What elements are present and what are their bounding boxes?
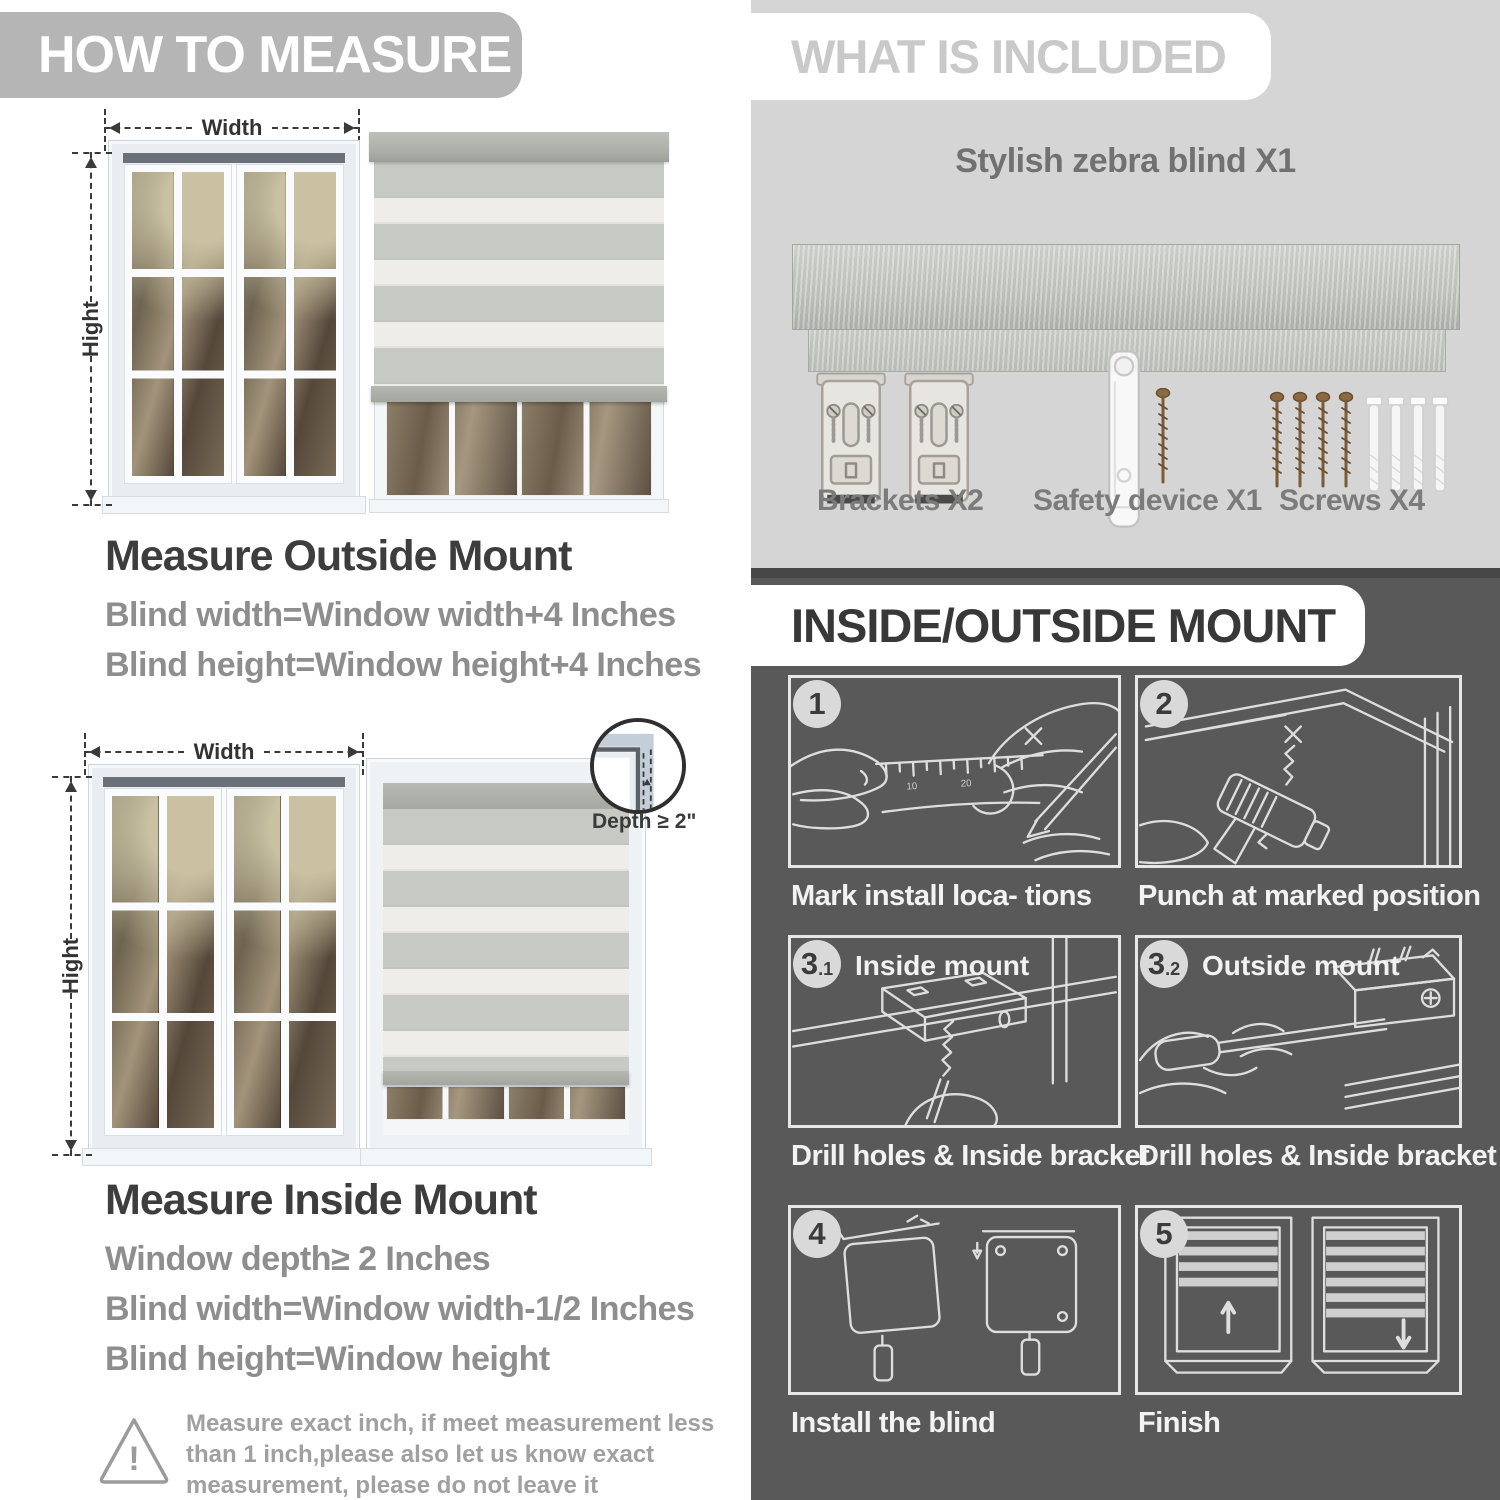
step-number-badge [1140, 680, 1188, 728]
step-number: 3 [1147, 946, 1166, 981]
depth-label: Depth ≥ 2" [592, 810, 697, 833]
window-under-blind [383, 1083, 629, 1135]
step-1-caption: Mark install loca- tions [791, 880, 1092, 912]
screws-label: Screws X4 [1279, 484, 1425, 517]
step-5-caption: Finish [1138, 1407, 1221, 1439]
step-3-2-caption: Drill holes & Inside bracket [1138, 1140, 1497, 1172]
step-number-badge [793, 940, 841, 988]
inside-blind [383, 783, 629, 1135]
arrow-line [90, 356, 92, 506]
casement-left [125, 165, 231, 483]
wall-anchor-icon [1365, 396, 1383, 494]
depth-detail-circle [590, 718, 686, 814]
step-5-box [1135, 1205, 1462, 1395]
blind-illustration-outside [374, 132, 664, 512]
arrow-line [272, 127, 360, 129]
step-2-box [1135, 675, 1462, 868]
height-label: Hight [78, 300, 104, 358]
window-lintel [123, 153, 345, 163]
window-illustration-inside [88, 764, 360, 1164]
width-arrow-inside [84, 740, 364, 764]
step-number: 4 [808, 1216, 826, 1251]
outside-mount-line-1: Blind width=Window width+4 Inches [105, 596, 676, 634]
what-is-included-header: WHAT IS INCLUDED [751, 13, 1271, 100]
zebra-stripes [383, 809, 629, 1071]
step-number: 1 [808, 686, 826, 721]
inside-outside-mount-header: INSIDE/OUTSIDE MOUNT [751, 585, 1365, 666]
step-3-2-box [1135, 935, 1462, 1128]
wall-anchor-icon [1409, 396, 1427, 494]
glass-pane [509, 1087, 626, 1119]
glass-reflection [234, 796, 336, 1128]
arrow-line [70, 776, 72, 939]
measure-note [186, 1408, 714, 1500]
window-sill [360, 1148, 652, 1166]
included-panel [751, 0, 1500, 568]
width-label: Width [201, 115, 263, 140]
blind-headrail [369, 132, 669, 162]
step-number-badge [793, 1210, 841, 1258]
inside-mount-line-1: Window depth≥ 2 Inches [105, 1240, 491, 1278]
warning-triangle-icon [96, 1414, 172, 1488]
wall-anchor-icon [1431, 396, 1449, 494]
step-3-1-box [788, 935, 1121, 1128]
arrow-line [90, 152, 92, 302]
window-casements [125, 165, 343, 483]
glass-reflection [244, 172, 336, 476]
outside-mount-line-2: Blind height=Window height+4 Inches [105, 646, 702, 684]
screw-icon [1315, 390, 1331, 494]
casement-right [237, 165, 343, 483]
window-corner-detail [594, 722, 682, 810]
safety-device-label: Safety device X1 [1033, 484, 1262, 517]
step-1-box [788, 675, 1121, 868]
window-sill [102, 496, 366, 514]
width-arrow-outside [104, 116, 360, 140]
step-number-badge [1140, 940, 1188, 988]
blind-headrail [383, 783, 629, 809]
note-line-2: than 1 inch,please also let us know exact [186, 1441, 655, 1468]
step-number: 2 [1155, 686, 1173, 721]
width-label: Width [193, 739, 255, 764]
product-label: Stylish zebra blind X1 [955, 142, 1296, 180]
blind-bottom-rail [383, 1071, 629, 1085]
height-arrow-inside [58, 776, 84, 1156]
window-lintel [103, 777, 345, 787]
inside-mount-line-3: Blind height=Window height [105, 1340, 550, 1378]
window-under-glass [387, 391, 651, 495]
step-2-caption: Punch at marked position [1138, 880, 1481, 912]
svg-text:10: 10 [906, 780, 918, 793]
note-line-1: Measure exact inch, if meet measurement less [186, 1410, 715, 1437]
glass-pane [387, 391, 517, 495]
window-under-blind [374, 386, 664, 512]
step-number-badge [793, 680, 841, 728]
glass-reflection [112, 796, 214, 1128]
inside-mount-title: Measure Inside Mount [105, 1176, 537, 1224]
window-sill [82, 1148, 366, 1166]
window-casements [105, 789, 343, 1135]
step-4-box [788, 1205, 1121, 1395]
wall-anchor-icon [1387, 396, 1405, 494]
arrow-line [104, 127, 192, 129]
glass-pane [387, 1087, 504, 1119]
casement-right [227, 789, 343, 1135]
casement-left [105, 789, 221, 1135]
arrow-line [264, 751, 364, 753]
inside-mount-line-2: Blind width=Window width-1/2 Inches [105, 1290, 695, 1328]
step-3-1-caption: Drill holes & Inside bracket [791, 1140, 1150, 1172]
how-to-measure-header: HOW TO MEASURE [0, 12, 522, 98]
brackets-label: Brackets X2 [817, 484, 984, 517]
blind-bottom-rail [371, 386, 667, 402]
height-label: Hight [58, 937, 84, 995]
screw-icon [1269, 390, 1285, 494]
arrow-line [84, 751, 184, 753]
step-number: 3 [800, 946, 819, 981]
step-3-1-title: Inside mount [855, 950, 1030, 981]
screw-icon [1338, 390, 1354, 494]
zebra-stripes [374, 162, 664, 390]
step-4-caption: Install the blind [791, 1407, 996, 1439]
glass-pane [522, 391, 652, 495]
step-number-sub: .1 [818, 958, 834, 979]
screw-icon [1292, 390, 1308, 494]
window-sill [369, 499, 669, 513]
window-illustration-outside [108, 140, 360, 512]
step-number-badge [1140, 1210, 1188, 1258]
exclamation-glyph: ! [128, 1440, 140, 1478]
screw-icon [1155, 388, 1171, 488]
window-under-glass [387, 1087, 625, 1119]
mount-panel [751, 568, 1500, 1500]
height-arrow-outside [78, 152, 104, 506]
arrow-line [70, 993, 72, 1156]
zebra-blind-headrail-photo [792, 244, 1460, 330]
step-number-sub: .2 [1165, 958, 1181, 979]
step-3-2-title: Outside mount [1202, 950, 1400, 981]
glass-reflection [132, 172, 224, 476]
note-line-3: measurement, please do not leave it [186, 1472, 599, 1499]
outside-mount-title: Measure Outside Mount [105, 532, 572, 580]
svg-text:20: 20 [960, 778, 972, 790]
step-number: 5 [1155, 1216, 1173, 1251]
